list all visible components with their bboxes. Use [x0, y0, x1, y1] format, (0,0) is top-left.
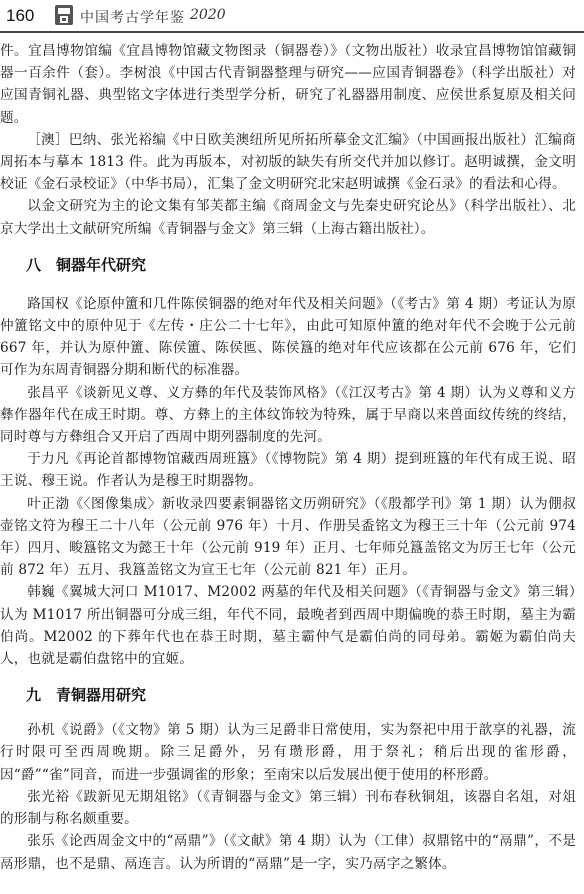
- paragraph: 叶正渤《〈图像集成〉新收录四要素铜器铭文历朔研究》（《殷都学刊》第 1 期）认为倗叔壶铭文符为穆王二十八年（公元前 976 年）十月、作册吴盉铭文为穆王三十年（公元前 974 年）四月、畯簋铭文为懿王十年（公元前 919 年）正月、七年师兑簋盖铭文为厉王七年（公元前 872 年）五月、我簋盖铭文为宣王七年（公元前 821 年）正月。: [0, 495, 576, 579]
- paragraph: 孙机《说爵》（《文物》第 5 期）认为三足爵非日常使用，实为祭祀中用于歆享的礼器，流行时限可至西周晚期。除三足爵外，另有瓒形爵，用于祭礼；稍后出现的雀形爵，因“爵”“雀”同音，而进一步强调雀的形象；至南宋以后发展出便于使用的杯形爵。: [0, 722, 576, 783]
- paragraph: 韩巍《翼城大河口 M1017、M2002 两墓的年代及相关问题》（《青铜器与金文》第三辑）认为 M1017 所出铜器可分成三组，年代不同，最晚者到西周中期偏晚的恭王时期，墓主为霸伯尚。M2002 的下葬年代也在恭王时期，墓主霸仲气是霸伯尚的同母弟。霸姬为霸伯尚夫人，也就是霸伯盘铭中的宜姬。: [0, 584, 576, 668]
- header-rule: [0, 31, 584, 33]
- journal-title: 中国考古学年鉴: [80, 10, 185, 26]
- paragraph: 张昌平《谈新见义尊、义方彝的年代及装饰风格》（《江汉考古》第 4 期）认为义尊和义方彝作器年代在成王时期。尊、方彝上的主体纹饰较为特殊，属于早商以来兽面纹传统的终结，同时尊与方彝组合又开启了西周中期列器制度的先河。: [0, 384, 576, 446]
- page-number: 160: [6, 6, 35, 25]
- paragraph: 件。宜昌博物馆编《宜昌博物馆藏文物图录（铜器卷）》（文物出版社）收录宜昌博物馆馆藏铜器一百余件（套）。李树浪《中国古代青铜器整理与研究——应国青铜器卷》（科学出版社）对应国青铜礼器、典型铭文字体进行类型学分析，研究了礼器器用制度、应侯世系复原及相关问题。: [0, 43, 576, 126]
- journal-year: 2020: [190, 7, 226, 23]
- yearbook-logo-icon: [54, 4, 74, 26]
- section-heading-bronze-dating: 八 铜器年代研究: [26, 255, 147, 274]
- paragraph: ［澳］巴纳、张光裕编《中日欧美澳纽所见所拓所摹金文汇编》（中国画报出版社）汇编商周拓本与摹本 1813 件。此为再版本，对初版的缺失有所交代并加以修订。赵明诚撰，金文明校证《金石录校证》（中华书局），汇集了金文明研究北宋赵明诚撰《金石录》的看法和心得。: [0, 131, 576, 193]
- page-body: [0, 40, 576, 875]
- paragraph: 张乐《论西周金文中的“鬲鼎”》（《文献》第 4 期）认为（工侓）叔鼎铭中的“鬲鼎”，不是鬲形鼎，也不是鼎、鬲连言。认为所谓的“鬲鼎”是一字，实乃鬲字之繁体。: [0, 833, 576, 872]
- section-heading-bronze-usage: 九 青铜器用研究: [26, 686, 147, 705]
- page-header: [0, 0, 584, 34]
- paragraph: 以金文研究为主的论文集有邹芙都主编《商周金文与先秦史研究论丛》（科学出版社）、北京大学出土文献研究所编《青铜器与金文》第三辑（上海古籍出版社）。: [0, 198, 576, 237]
- paragraph: 于力凡《再论首都博物馆藏西周班簋》（《博物院》第 4 期）提到班簋的年代有成王说、昭王说、穆王说。作者认为是穆王时期器物。: [0, 451, 576, 490]
- paragraph: 路国权《论原仲簠和几件陈侯铜器的绝对年代及相关问题》（《考古》第 4 期）考证认为原仲簠铭文中的原仲见于《左传・庄公二十七年》，由此可知原仲簠的绝对年代不会晚于公元前 667 年，并认为原仲簠、陈侯簠、陈侯匜、陈侯簋的绝对年代应该都在公元前 676 年，它们可作为东周青铜器分期和断代的标准器。: [0, 295, 576, 379]
- paragraph: 张光裕《跋新见无期俎铭》（《青铜器与金文》第三辑）刊布春秋铜俎，该器自名俎，对俎的形制与称名颇重要。: [0, 788, 576, 828]
